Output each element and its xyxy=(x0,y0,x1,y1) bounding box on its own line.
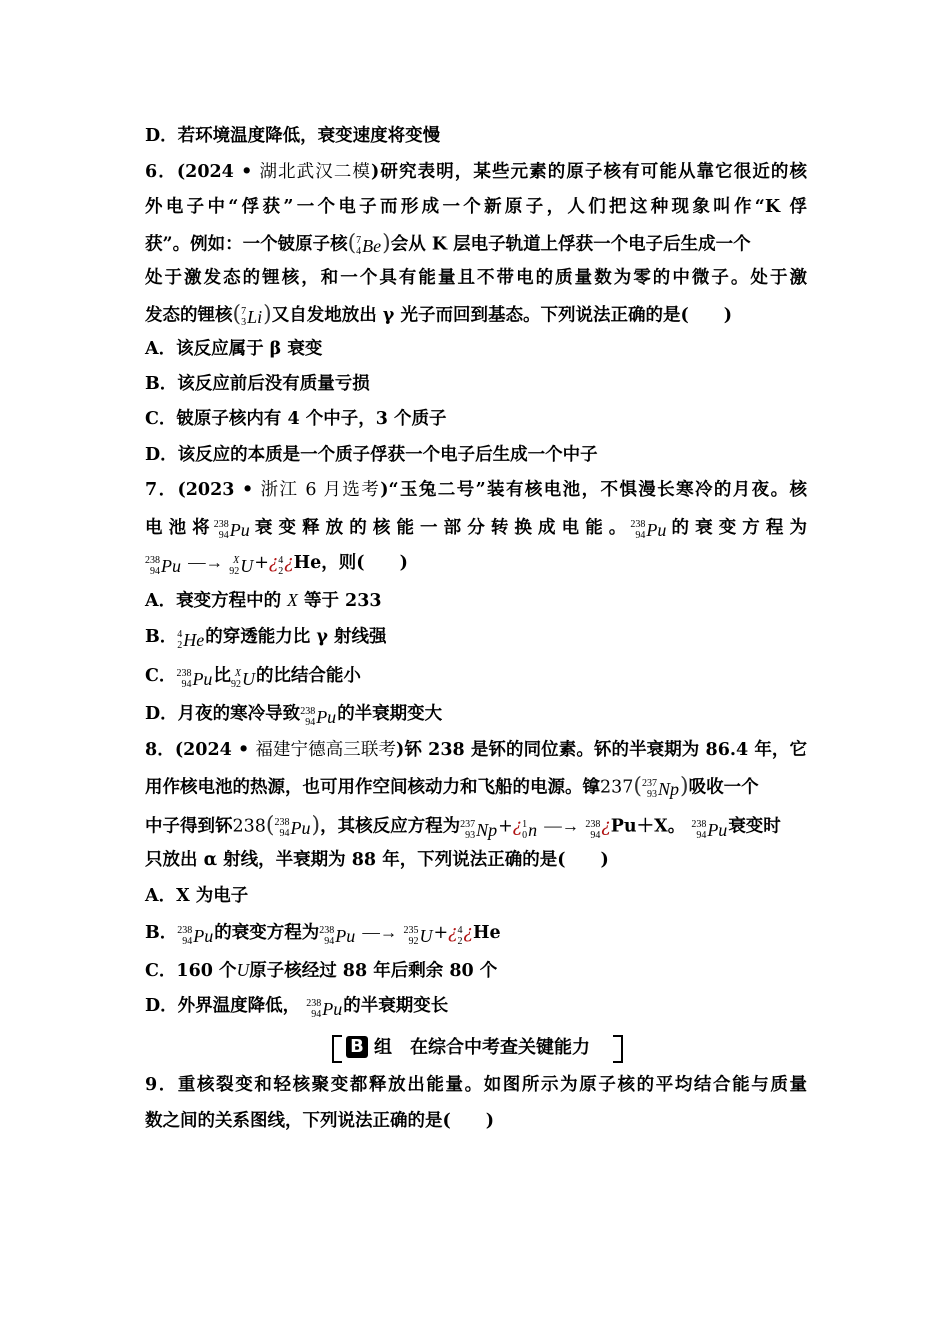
q6-option-b: B．该反应前后没有质量亏损 xyxy=(145,374,370,394)
q8-stem-line-1: 8．(2024 • 福建宁德高三联考)钚 238 是钚的同位素。钚的半衰期为 86.4 年，它 xyxy=(145,740,808,760)
q6-option-a: A．该反应属于 β 衰变 xyxy=(145,339,323,359)
pu-nuclide: ( 238 94 Pu ) xyxy=(265,812,321,839)
q6-stem-line-3: 获”。例如：一个铍原子核 ( 7 4 Be ) 会从 K 层电子轨道上俘获一个电子后生成一个 xyxy=(145,230,751,257)
q8-option-b: B． 238 94 Pu 的衰变方程为 238 94 Pu —→ 235 92 U +¿ 4 2 ¿He xyxy=(145,922,501,947)
q7-option-c: C． 238 94 Pu 比 X 92 U 的比结合能小 xyxy=(145,666,361,690)
q8-stem-line-3: 中子得到钚238 ( 238 94 Pu ) ，其核反应方程为 237 93 Np +¿ 1 0 n —→ 238 94 ¿Pu＋X。 238 94 Pu 衰变时 xyxy=(145,812,781,841)
np-nuclide: ( 237 93 Np ) xyxy=(633,773,689,800)
be-nuclide: ( 7 4 Be ) xyxy=(347,230,391,257)
q5-option-d: D．若环境温度降低，衰变速度将变慢 xyxy=(145,126,441,146)
left-bracket xyxy=(332,1035,342,1063)
q9-stem-line-1: 9．重核裂变和轻核聚变都释放出能量。如图所示为原子核的平均结合能与质量 xyxy=(145,1075,807,1095)
q8-stem-line-2: 用作核电池的热源，也可用作空间核动力和飞船的电源。镎237 ( 237 93 Np ) 吸收一个 xyxy=(145,773,759,800)
q6-option-d: D．该反应的本质是一个质子俘获一个电子后生成一个中子 xyxy=(145,445,598,465)
q6-option-c: C．铍原子核内有 4 个中子，3 个质子 xyxy=(145,409,447,429)
q6-stem-line-1: 6．(2024 • 湖北武汉二模)研究表明，某些元素的原子核有可能从靠它很近的核 xyxy=(145,162,808,182)
li-nuclide: ( 7 3 Li ) xyxy=(232,301,272,328)
q7-stem-line-2: 电 池 将 238 94 Pu 衰 变 释 放 的 核 能 一 部 分 转 换 成 电 能 。 238 94 Pu 的 衰 变 方 程 为 xyxy=(145,517,807,541)
section-group: 组 xyxy=(374,1037,392,1058)
q8-option-a: A．X 为电子 xyxy=(145,886,249,906)
q7-option-a: A．衰变方程中的 X 等于 233 xyxy=(145,590,382,611)
q8-option-d: D．外界温度降低， 238 94 Pu 的半衰期变长 xyxy=(145,996,449,1020)
section-b-header xyxy=(330,1033,630,1063)
q8-stem-line-4: 只放出 α 射线，半衰期为 88 年，下列说法正确的是( ) xyxy=(145,850,609,870)
q7-option-b: B． 4 2 He 的穿透能力比 γ 射线强 xyxy=(145,627,387,651)
q7-stem-line-1: 7．(2023 • 浙江 6 月选考)“玉兔二号”装有核电池，不惧漫长寒冷的月夜。核 xyxy=(145,480,807,500)
q6-stem-line-4: 处于激发态的锂核，和一个具有能量且不带电的质量数为零的中微子。处于激 xyxy=(145,268,807,288)
q8-option-c: C．160 个U原子核经过 88 年后剩余 80 个 xyxy=(145,960,498,981)
right-bracket xyxy=(613,1035,623,1063)
q7-option-d: D．月夜的寒冷导致 238 94 Pu 的半衰期变大 xyxy=(145,704,443,728)
q7-decay-equation: 238 94 Pu —→ X 92 U +¿ 4 2 ¿He，则( ) xyxy=(145,552,408,577)
section-letter-badge: B xyxy=(346,1036,368,1058)
q6-stem-line-2: 外电子中“俘获”一个电子而形成一个新原子，人们把这种现象叫作“K 俘 xyxy=(145,197,807,217)
q6-stem-line-5: 发态的锂核 ( 7 3 Li ) 又自发地放出 γ 光子而回到基态。下列说法正确的是( ) xyxy=(145,301,732,328)
section-title: 在综合中考查关键能力 xyxy=(410,1037,590,1058)
q9-stem-line-2: 数之间的关系图线，下列说法正确的是( ) xyxy=(145,1111,495,1131)
